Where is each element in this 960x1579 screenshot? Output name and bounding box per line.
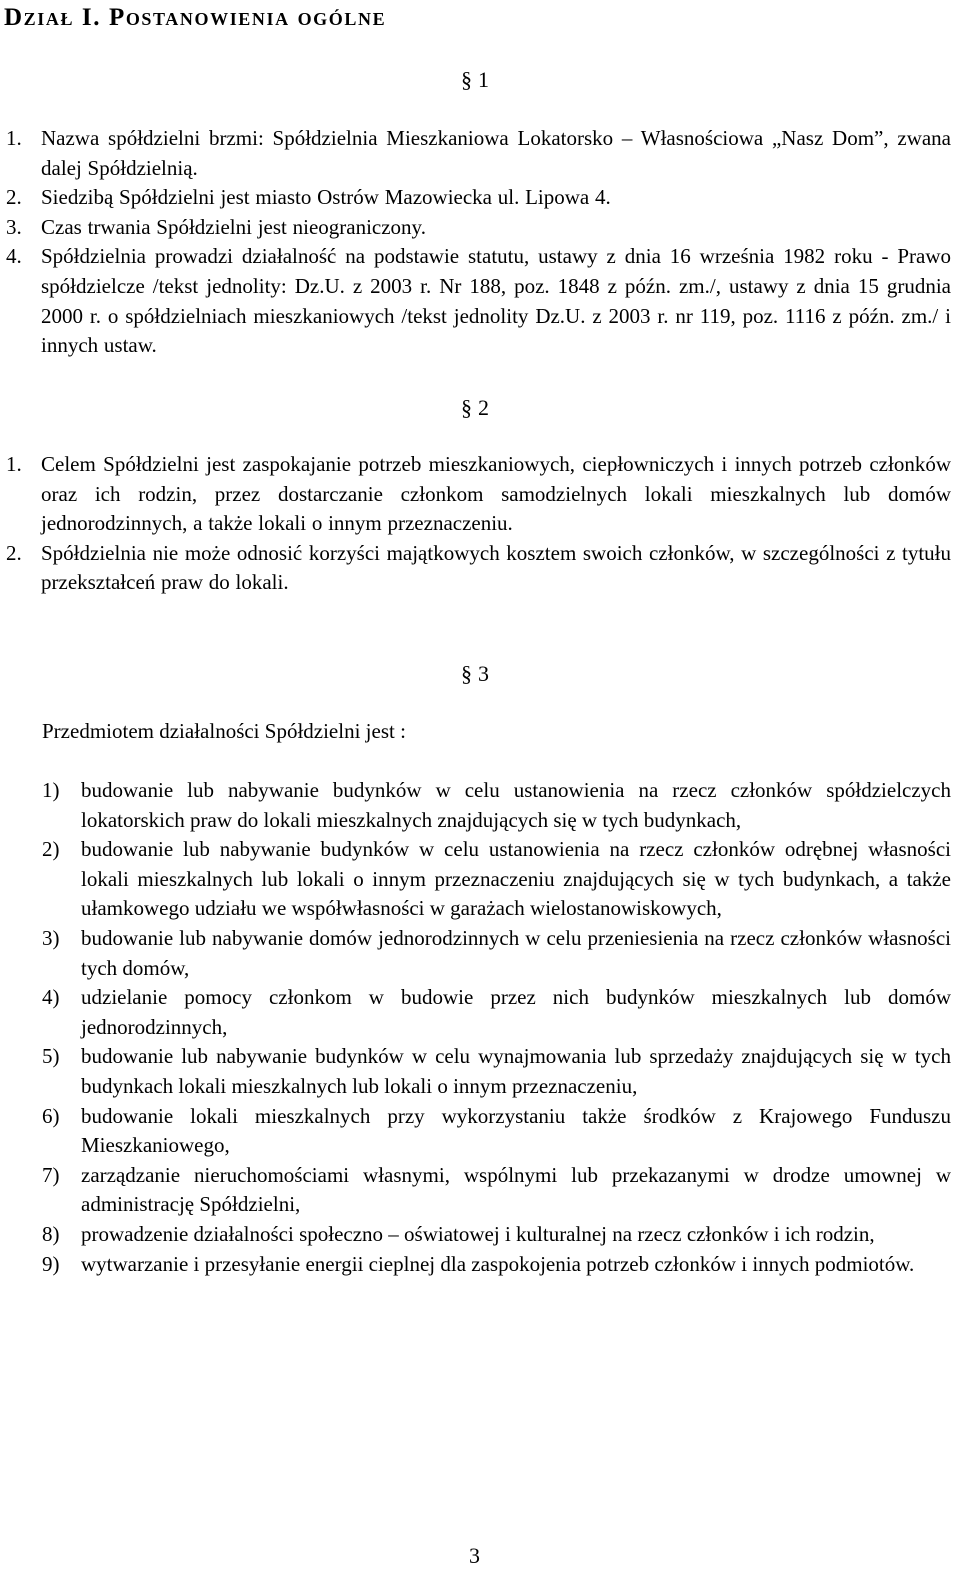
item-number: 4. [6, 244, 22, 269]
item-number: 3) [42, 925, 60, 950]
item-number: 1) [42, 778, 60, 802]
section-3-intro: Przedmiotem działalności Spółdzielni jest : [42, 719, 406, 743]
list-item [0, 1250, 960, 1280]
item-number: 2. [6, 540, 22, 565]
item-number: 1. [6, 126, 22, 150]
item-number: 9) [42, 1251, 60, 1276]
chapter-heading: Dział I. Postanowienia ogólne [4, 4, 387, 31]
list-item [0, 835, 960, 924]
section-symbol: § [461, 395, 472, 420]
item-text: wytwarzanie i przesyłanie energii cieplnej dla zaspokojenia potrzeb członków i innych podmiotów. [81, 1251, 915, 1276]
item-text: Spółdzielnia prowadzi działalność na podstawie statutu, ustawy z dnia 16 września 1982 roku - Prawo spółdzielcze /tekst jednolity: Dz.U. z 2003 r. Nr 188, poz. 1848 z późn. zm./, ustawy z dnia 15 grudnia 2000 r. o spółdzielniach mieszkaniowych /tekst jednolity Dz.U. z 2003 r. nr 119, poz. 1116 z późn. zm./ i innych ustaw. [41, 244, 951, 358]
item-text: Celem Spółdzielni jest zaspokajanie potrzeb mieszkaniowych, ciepłowniczych i innych potrzeb członków oraz ich rodzin, przez dostarczanie członkom samodzielnych lokali mieszkalnych lub domów jednorodzinnych, a także lokali o innym przeznaczeniu. [41, 452, 951, 536]
list-item [0, 983, 960, 1042]
item-text: budowanie lokali mieszkalnych przy wykorzystaniu także środków z Krajowego Funduszu Mieszkaniowego, [81, 1103, 951, 1158]
list-item [0, 776, 960, 835]
list-item [0, 213, 960, 243]
section-symbol: § [461, 67, 472, 92]
section-3-list [0, 776, 960, 1279]
list-item [0, 1102, 960, 1161]
section-number: 3 [478, 661, 489, 686]
section-number: 2 [478, 395, 489, 420]
item-text: budowanie lub nabywanie budynków w celu wynajmowania lub sprzedaży znajdujących się w tych budynkach lokali mieszkalnych lub lokali o innym przeznaczeniu, [81, 1044, 951, 1098]
list-item [0, 924, 960, 983]
item-text: Spółdzielnia nie może odnosić korzyści majątkowych kosztem swoich członków, w szczególności z tytułu przekształceń praw do lokali. [41, 540, 951, 595]
section-2-list [0, 450, 960, 598]
item-text: Nazwa spółdzielni brzmi: Spółdzielnia Mieszkaniowa Lokatorsko – Własnościowa „Nasz Dom”, zwana dalej Spółdzielnią. [41, 126, 951, 180]
list-item [0, 242, 960, 360]
section-number: 1 [478, 67, 489, 92]
item-text: Siedzibą Spółdzielni jest miasto Ostrów Mazowiecka ul. Lipowa 4. [41, 185, 611, 210]
item-text: udzielanie pomocy członkom w budowie przez nich budynków mieszkalnych lub domów jednorodzinnych, [81, 985, 951, 1039]
page-number: 3 [469, 1543, 480, 1568]
item-number: 2) [42, 837, 60, 862]
item-number: 1. [6, 452, 22, 476]
item-number: 5) [42, 1044, 60, 1069]
list-item [0, 450, 960, 539]
section-3-heading [461, 660, 489, 688]
item-number: 7) [42, 1162, 60, 1187]
list-item [0, 183, 960, 213]
item-number: 2. [6, 185, 22, 210]
item-text: Czas trwania Spółdzielni jest nieograniczony. [41, 214, 426, 239]
item-text: prowadzenie działalności społeczno – oświatowej i kulturalnej na rzecz członków i ich rodzin, [81, 1221, 875, 1246]
item-number: 4) [42, 985, 60, 1010]
item-text: zarządzanie nieruchomościami własnymi, wspólnymi lub przekazanymi w drodze umownej w administrację Spółdzielni, [81, 1162, 951, 1217]
item-number: 3. [6, 214, 22, 239]
list-item [0, 124, 960, 183]
list-item [0, 1042, 960, 1101]
list-item [0, 539, 960, 598]
list-item [0, 1220, 960, 1250]
section-1-list [0, 124, 960, 361]
item-number: 6) [42, 1103, 60, 1128]
section-symbol: § [461, 661, 472, 686]
section-2-heading [461, 394, 489, 422]
item-number: 8) [42, 1221, 60, 1246]
list-item [0, 1161, 960, 1220]
item-text: budowanie lub nabywanie budynków w celu ustanowienia na rzecz członków spółdzielczych lokatorskich praw do lokali mieszkalnych znajdujących się w tych budynkach, [81, 778, 951, 832]
item-text: budowanie lub nabywanie domów jednorodzinnych w celu przeniesienia na rzecz członków własności tych domów, [81, 925, 951, 980]
item-text: budowanie lub nabywanie budynków w celu ustanowienia na rzecz członków odrębnej własności lokali mieszkalnych lub lokali o innym przeznaczeniu znajdujących się w tych budynkach, a także ułamkowego udziału we współwłasności w garażach wielostanowiskowych, [81, 837, 951, 921]
section-1-heading [461, 66, 489, 94]
